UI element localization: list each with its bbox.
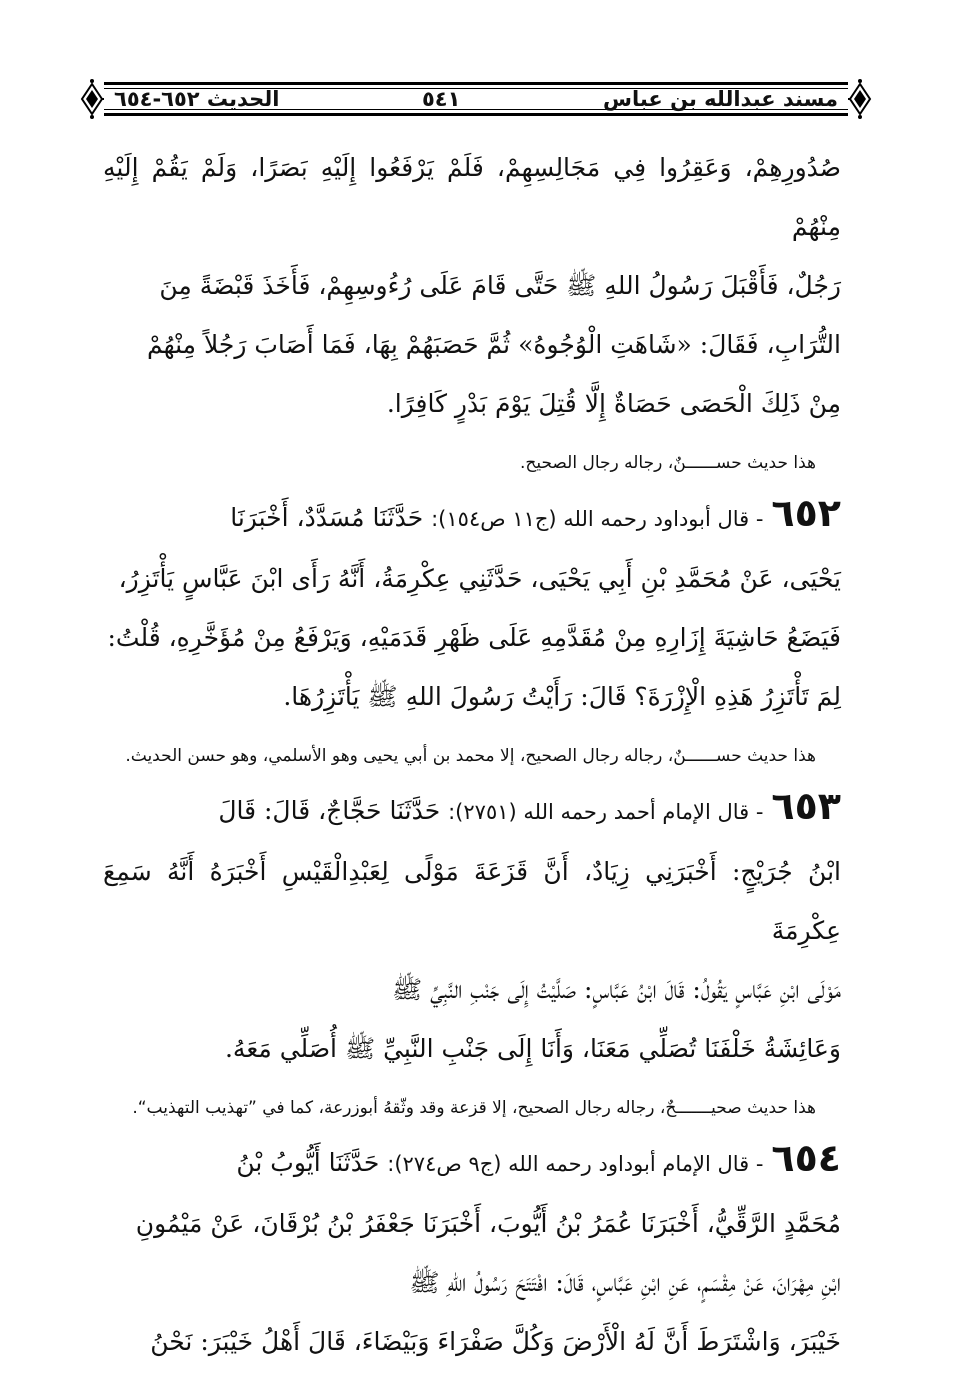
hadith-number: ٦٥٣ [771, 784, 841, 828]
text-line: التُّرَابِ، فَقَالَ: «شَاهَتِ الْوُجُوهُ» ثُمَّ حَصَبَهُمْ بِهَا، فَمَا أَصَابَ رَجُلاً مِنْهُمْ [146, 330, 841, 359]
header-page-number: ٥٤١ [421, 87, 461, 111]
text-line: ابْنُ جُرَيْجٍ: أَخْبَرَنِي زِيَادٌ، أَنَّ قَزَعَةَ مَوْلًى لِعَبْدِالْقَيْسِ أَخْبَرَهُ أَنَّهُ سَمِعَ عِكْرِمَةَ [103, 857, 841, 945]
text-line: لِمَ تَأْتَزِرُ هَذِهِ الْإِزْرَةَ؟ قَالَ: رَأَيْتُ رَسُولَ اللهِ ﷺ يَأْتَزِرُهَا. [283, 682, 841, 711]
text-line: رَجُلٌ، فَأَقْبَلَ رَسُولُ اللهِ ﷺ حَتَّى قَامَ عَلَى رُءُوسِهِمْ، فَأَخَذَ قَبْضَةً مِنَ [159, 271, 841, 300]
text-line: يَحْيَى، عَنْ مُحَمَّدِ بْنِ أَبِي يَحْيَى، حَدَّثَنِي عِكْرِمَةُ، أَنَّهُ رَأَى ابْنَ عَبَّاسٍ يَأْتَزِرُ، [118, 564, 841, 593]
text-line: حَدَّثَنَا أَيُّوبُ بْنُ [236, 1148, 380, 1177]
hadith-number: ٦٥٤ [771, 1136, 841, 1180]
hadith-source: - قال أبوداود رحمه الله (ج١١ ص١٥٤): [431, 507, 764, 531]
hadith-654 [103, 1133, 841, 1371]
hadith-number: ٦٥٢ [771, 491, 841, 535]
header-ornament-right-icon [848, 78, 874, 120]
text-line: مُحَمَّدٍ الرَّقِّيُّ، أَخْبَرَنَا عُمَرُ بْنُ أَيُّوبَ، أَخْبَرَنَا جَعْفَرُ بْنُ بُرْقَانَ، عَنْ مَيْمُونِ [135, 1209, 841, 1238]
text-line: حَدَّثَنَا حَجَّاجٌ، قَالَ: قَالَ [218, 796, 441, 825]
grading-comment: هذا حديث حســــــنٌ، رجاله رجال الصحيح. [519, 453, 816, 473]
text-line: فَيَضَعُ حَاشِيَةَ إِزَارِهِ مِنْ مُقَدَّمِهِ عَلَى ظَهْرِ قَدَمَيْهِ، وَيَرْفَعُ مِنْ مُؤَخَّرِهِ، قُلْتُ: [107, 623, 841, 652]
header-text-row [114, 84, 838, 114]
text-line: حَدَّثَنَا مُسَدَّدٌ، أَخْبَرَنَا [230, 503, 424, 532]
hadith-source: - قال الإمام أحمد رحمه الله (٢٧٥١): [448, 800, 764, 824]
text-line: ابْنِ مِهْرَانَ، عَنْ مِقْسَمٍ، عَنِ ابْنِ عَبَّاسٍ، قَالَ: افْتَتَحَ رَسُولُ اللهِ ﷺ [409, 1268, 841, 1297]
header-ornament-left-icon [78, 78, 104, 120]
hadith-text-continuation [103, 138, 841, 433]
running-header [78, 76, 874, 122]
page-body [103, 138, 841, 1371]
hadith-source: - قال الإمام أبوداود رحمه الله (ج٩ ص٢٧٤): [387, 1152, 764, 1176]
text-line: وَعَائِشَةُ خَلْفَنَا تُصَلِّي مَعَنَا، وَأَنَا إِلَى جَنْبِ النَّبِيِّ ﷺ أُصَلِّي مَعَهُ. [224, 1034, 841, 1063]
header-book-title: مسند عبدالله بن عباس [602, 87, 838, 111]
text-line: مَوْلَى ابْنِ عَبَّاسٍ يَقُولُ: قَالَ ابْنُ عَبَّاسٍ: صَلَّيْتُ إِلَى جَنْبِ النَّبِيِّ ﷺ [391, 975, 841, 1004]
text-line: صُدُورِهِمْ، وَعَقِرُوا فِي مَجَالِسِهِمْ، فَلَمْ يَرْفَعُوا إِلَيْهِ بَصَرًا، وَلَمْ يَقُمْ إِلَيْهِ مِنْهُمْ [103, 153, 841, 241]
hadith-653 [103, 781, 841, 1078]
grading-comment: هذا حديث صحيـــــــحٌ، رجاله رجال الصحيح، إلا قزعة وقد وثّقهُ أبوزرعة، كما في ”تهذيب التهذيب“. [132, 1098, 816, 1118]
hadith-652 [103, 488, 841, 726]
header-hadith-range: الحديث ٦٥٢-٦٥٤ [114, 87, 280, 111]
grading-comment: هذا حديث حســــــنٌ، رجاله رجال الصحيح، إلا محمد بن أبي يحيى وهو الأسلمي، وهو حسن الحديث. [125, 746, 816, 766]
text-line: مِنْ ذَلِكَ الْحَصَى حَصَاةٌ إِلَّا قُتِلَ يَوْمَ بَدْرٍ كَافِرًا. [386, 389, 841, 418]
text-line: خَيْبَرَ، وَاشْتَرَطَ أَنَّ لَهُ الْأَرْضَ وَكُلَّ صَفْرَاءَ وَبَيْضَاءَ، قَالَ أَهْلُ خَيْبَرَ: نَحْنُ [150, 1327, 841, 1356]
